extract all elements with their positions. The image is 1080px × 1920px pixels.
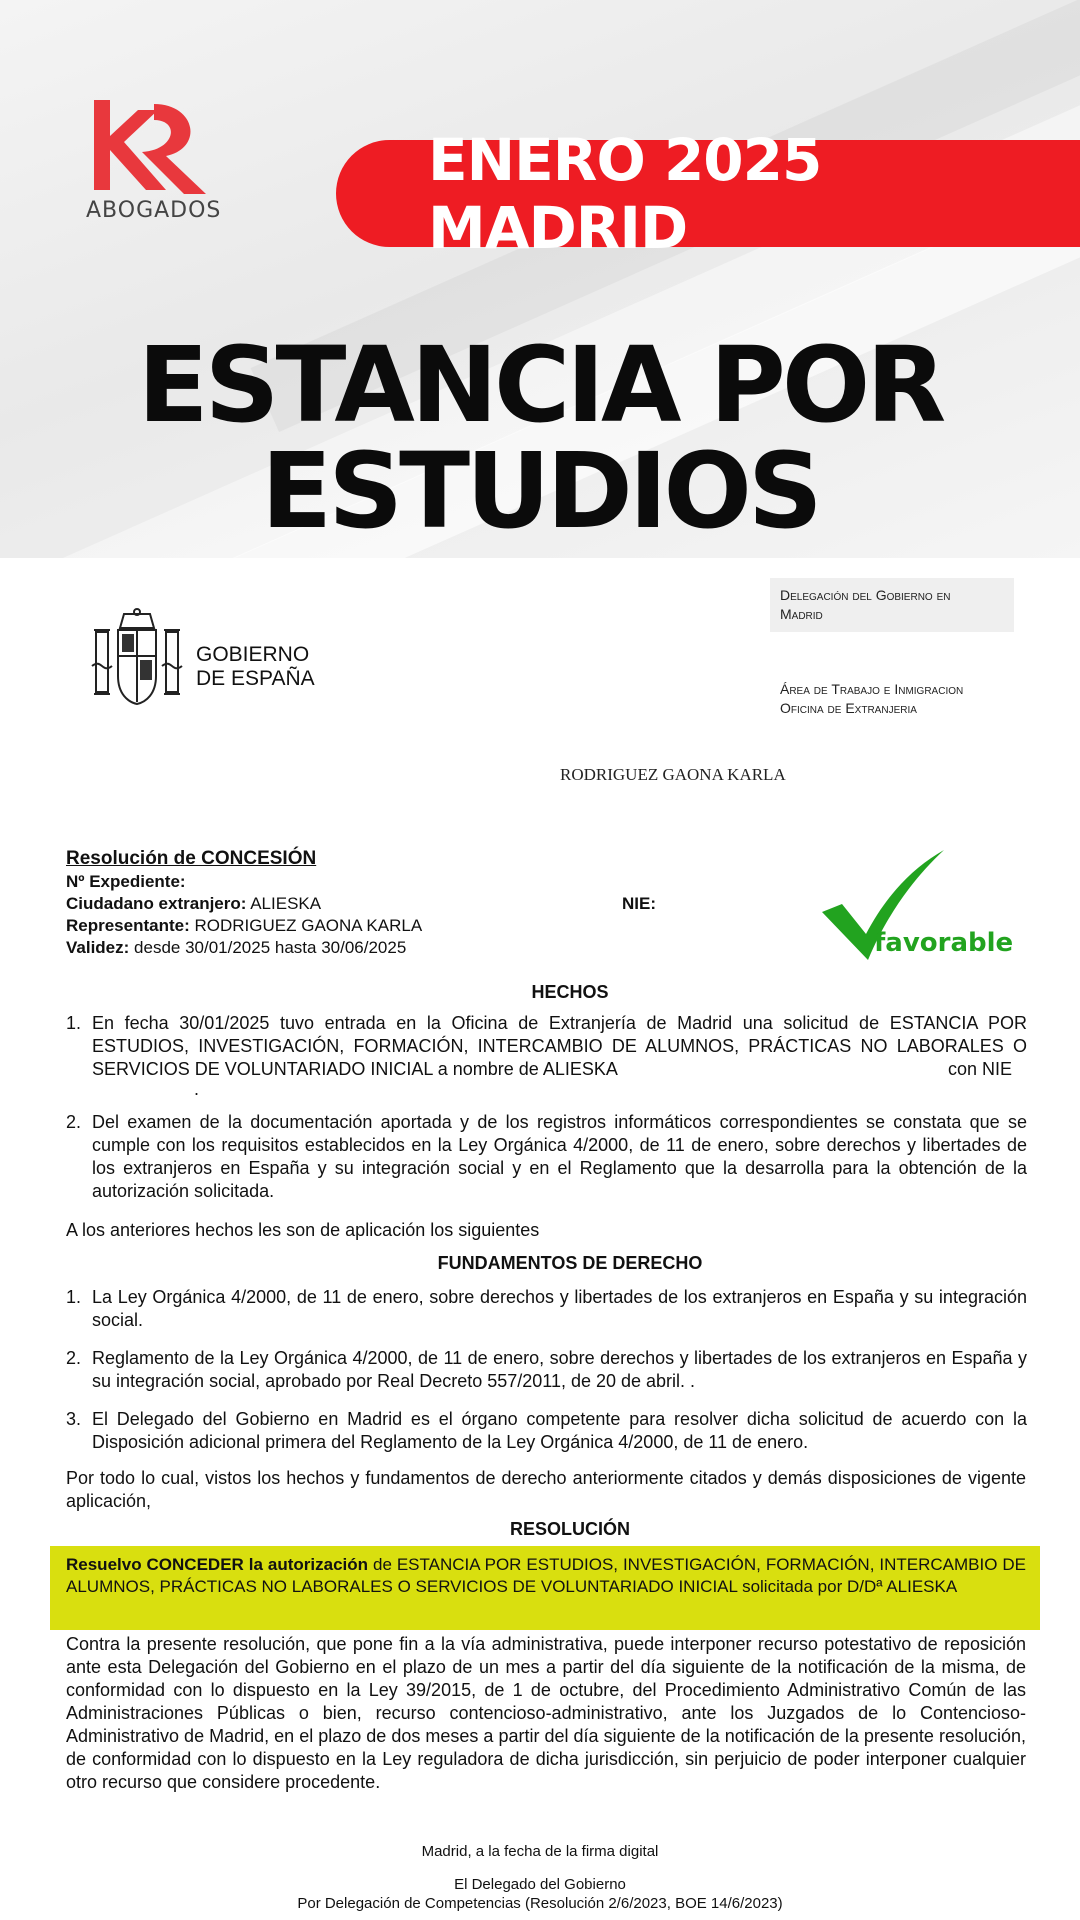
validez-line <box>66 938 406 958</box>
resolution-document <box>8 558 1072 1920</box>
resuelvo-text <box>66 1554 1026 1598</box>
delegacion-box <box>770 578 1014 632</box>
fundamentos-heading: FUNDAMENTOS DE DERECHO <box>437 1253 703 1273</box>
delegacion-line2: Madrid <box>780 606 823 622</box>
expediente-line <box>66 872 186 892</box>
por-todo-text: Por todo lo cual, vistos los hechos y fundamentos de derecho anteriormente citados y demás disposiciones de vigente aplicación, <box>66 1468 1026 1511</box>
coat-of-arms-icon <box>88 606 186 712</box>
expediente-label: Nº Expediente: <box>66 872 186 891</box>
anteriores-text: A los anteriores hechos les son de aplicación los siguientes <box>66 1220 540 1240</box>
pill-text: ENERO 2025 MADRID <box>428 125 822 262</box>
fundamento-text: La Ley Orgánica 4/2000, de 11 de enero, sobre derechos y libertades de los extranjeros en España y su integración social. <box>92 1287 1027 1330</box>
hecho-text: Del examen de la documentación aportada y de los registros informáticos correspondientes se constata que se cumple con los requisitos establecidos en la Ley Orgánica 4/2000, de 11 de enero, sobre derechos y libertades de los extranjeros en España y su integración social y en el Reglamento que la desarrolla para la obtención de la autorización solicitada. <box>92 1112 1027 1201</box>
area-line2: Oficina de Extranjeria <box>780 700 917 716</box>
validez-value: desde 30/01/2025 hasta 30/06/2025 <box>134 938 407 957</box>
gobierno-line1: GOBIERNO <box>196 643 310 666</box>
area-block <box>780 680 963 718</box>
ciudadano-label: Ciudadano extranjero: <box>66 894 247 913</box>
hecho-nie: con NIE <box>948 1059 1013 1079</box>
hecho-dot: . <box>194 1079 200 1099</box>
recipient-name: RODRIGUEZ GAONA KARLA <box>560 765 786 784</box>
hecho-item <box>92 1012 1027 1082</box>
firma-line1: El Delegado del Gobierno <box>454 1876 626 1893</box>
hechos-heading: HECHOS <box>531 982 609 1002</box>
fundamento-number: 2. <box>66 1348 82 1368</box>
recurso-text: Contra la presente resolución, que pone fin a la vía administrativa, puede interponer recurso potestativo de reposición ante esta Delegación del Gobierno en el plazo de un mes a partir del día siguiente de la notificación de la misma, de conformidad con lo dispuesto en la Ley 39/2015, de 1 de octubre, del Procedimiento Administrativo Común de las Administraciones Públicas o bien, recurso contencioso-administrativo, ante los Juzgados de lo Contencioso-Administrativo de Madrid, en el plazo de dos meses a partir del día siguiente de la notificación de la presente resolución, de conformidad con lo dispuesto en la Ley reguladora de dicha jurisdicción, sin perjuicio de poder interponer cualquier otro recurso que considere procedente. <box>66 1634 1026 1792</box>
hecho-number: 2. <box>66 1112 82 1132</box>
resolucion-heading: RESOLUCIÓN <box>509 1519 630 1539</box>
resuelvo-rest: de ESTANCIA POR ESTUDIOS, INVESTIGACIÓN, FORMACIÓN, INTERCAMBIO DE ALUMNOS, PRÁCTICAS NO LABORALES O SERVICIOS DE VOLUNTARIADO INICIAL solicitada por D/Dª ALIESKA <box>66 1555 1027 1596</box>
gobierno-line2: DE ESPAÑA <box>196 667 315 690</box>
nie-line <box>622 894 656 914</box>
resolution-title: Resolución de CONCESIÓN <box>66 848 317 869</box>
fundamento-number: 3. <box>66 1409 82 1429</box>
representante-line <box>66 916 422 936</box>
hecho-number: 1. <box>66 1013 82 1033</box>
promo-banner <box>0 0 1080 558</box>
firma-line2: Por Delegación de Competencias (Resolución 2/6/2023, BOE 14/6/2023) <box>297 1895 783 1912</box>
resuelvo-bold: Resuelvo CONCEDER la autorización <box>66 1555 369 1574</box>
representante-label: Representante: <box>66 916 190 935</box>
page-title-line2: ESTUDIOS <box>261 430 819 552</box>
ciudadano-line <box>66 894 321 914</box>
fundamento-number: 1. <box>66 1287 82 1307</box>
date-location-pill <box>336 125 1080 262</box>
representante-value: RODRIGUEZ GAONA KARLA <box>194 916 423 935</box>
fecha-firma: Madrid, a la fecha de la firma digital <box>421 1843 659 1860</box>
validez-label: Validez: <box>66 938 130 957</box>
hecho-text: En fecha 30/01/2025 tuvo entrada en la Oficina de Extranjería de Madrid una solicitud de ESTANCIA POR ESTUDIOS, INVESTIGACIÓN, FORMACIÓN, INTERCAMBIO DE ALUMNOS, PRÁCTICAS NO LABORALES O SERVICIOS DE VOLUNTARIADO INICIAL a nombre de ALIESKA <box>92 1013 1027 1079</box>
page-title-line1: ESTANCIA POR <box>137 324 943 446</box>
delegacion-line1: Delegación del Gobierno en <box>780 587 951 603</box>
fundamento-text: Reglamento de la Ley Orgánica 4/2000, de 11 de enero, sobre derechos y libertades de los extranjeros en España y su integración social, aprobado por Real Decreto 557/2011, de 20 de abril. . <box>92 1348 1027 1391</box>
fundamento-text: El Delegado del Gobierno en Madrid es el órgano competente para resolver dicha solicitud de acuerdo con la Disposición adicional primera del Reglamento de la Ley Orgánica 4/2000, de 11 de enero. <box>92 1409 1027 1452</box>
nie-label: NIE: <box>622 894 656 913</box>
logo-text: ABOGADOS <box>86 198 222 223</box>
favorable-stamp-text: favorable <box>874 928 1014 958</box>
area-line1: Área de Trabajo e Inmigracion <box>780 681 964 697</box>
ciudadano-value: ALIESKA <box>250 894 322 913</box>
